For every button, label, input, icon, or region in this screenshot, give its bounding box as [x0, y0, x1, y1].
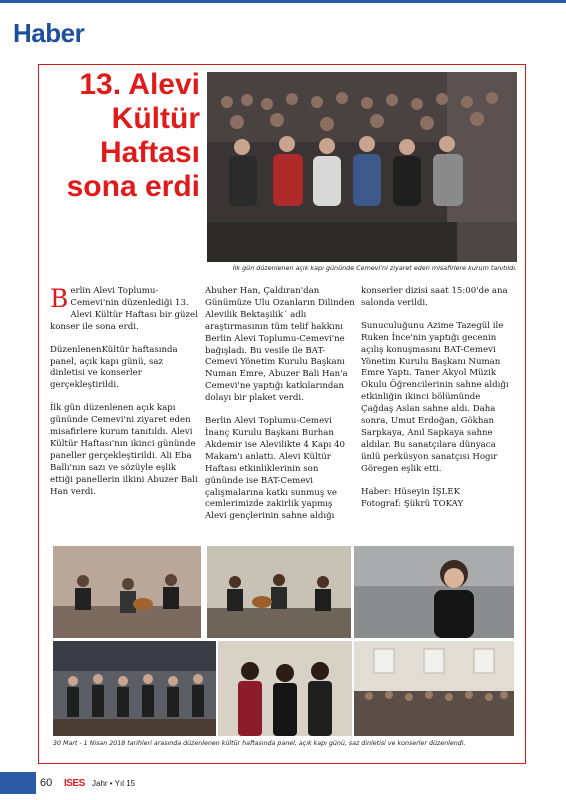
news-credit: Haber: Hüseyin İŞLEK	[361, 486, 461, 497]
paragraph	[50, 286, 200, 334]
three-women-photo	[218, 641, 352, 736]
publication-logo: ISES	[64, 778, 85, 789]
issue-label: Jahr • Yıl 15	[92, 779, 136, 788]
singer-photo	[354, 546, 514, 638]
headline	[60, 68, 200, 204]
hall-audience-photo	[354, 641, 514, 736]
article-column-3	[361, 286, 511, 510]
section-label: Haber	[13, 18, 85, 48]
saz-players-photo	[207, 546, 351, 638]
article-column-1	[50, 286, 200, 510]
drop-cap: B	[50, 284, 69, 313]
page-number: 60	[40, 777, 53, 789]
headline-line: 13. Alevi	[79, 68, 200, 101]
headline-line: Kültür	[111, 102, 200, 135]
article-column-2	[205, 286, 355, 534]
musicians-photo	[53, 546, 201, 638]
paragraph: İlk gün düzenlenen açık kapı gününde Cemevi'ni ziyaret eden misafirlere kurum tanıtıldı. Alevi Kültür Haftası'nın ikinci gününde paneller gerçekleştirildi. Ali Eba Ballı'nın sazı ve sözüyle eşlik ettiği panellerin ilkini Abuzer Bali Han verdi.	[50, 403, 198, 497]
photo-credit: Fotograf: Şükrü TOKAY	[361, 498, 464, 509]
headline-line: sona erdi	[66, 170, 200, 203]
audience-photo	[207, 72, 517, 262]
top-rule	[0, 0, 566, 3]
top-photo-caption: İlk gün düzenlenen açık kapı gününde Cemevi'ni ziyaret eden misafirlere kurum tanıtıldı.	[232, 264, 517, 272]
footer-accent-bar	[0, 772, 36, 794]
stage-group-photo	[53, 641, 216, 736]
bottom-photo-caption: 30 Mart - 1 Nisan 2018 tarihleri arasında düzenlenen kültür haftasında panel, açık kapı günü, saz dinletisi ve konserler düzenlendi.	[53, 740, 466, 747]
paragraph-text: erlin Alevi Toplumu-Cemevi'nin düzenlediği 13. Alevi Kültür Haftası bir güzel konser ile sona erdi.	[50, 286, 198, 332]
headline-line: Haftası	[99, 136, 200, 169]
paragraph: DüzenlenenKültür haftasında panel, açık kapı günü, saz dinletisi ve konserler gerçekleştirildi.	[50, 344, 178, 391]
paragraph: Sunuculuğunu Azime Tazegül ile Ruken İnce'nin yaptığı gecenin açılış konuşmasını BAT-Cemevi Yönetim Kurulu Başkanı Numan Emre Yaptı. Taner Akyol Müzik Okulu Öğrencilerinin sahne aldığı etkinliğin ikinci bölümünde Çağdaş Aslan sahne aldı. Daha sonra, Umut Erdoğan, Gökhan Sarpkaya, Anıl Sapkaya sahne aldılar. Bu sanatçılara dünyaca ünlü perküsyon sanatçısı Hogır Göregen eşlik etti.	[361, 320, 509, 474]
paragraph: Abuher Han, Çaldıran'dan Günümüze Ulu Ozanların Dilinden Alevilik Bektaşilik´ adlı araştırmasının tüm telif hakkını Berlin Alevi Toplumu-Cemevi'ne bağışladı. Bu vesile ile BAT-Cemevi Yönetim Kurulu Başkanı Numan Emre, Abuzer Bali Han'a Cemevi'ne yaptığı katkılarından dolayı bir plaket verdi.	[205, 286, 355, 404]
paragraph: Berlin Alevi Toplumu-Cemevi İnanç Kurulu Başkanı Burhan Akdemir ise Alevilikte 4 Kapı 40 Makam'ı anlattı. Alevi Kültür Haftası etkinliklerinin son gününde ise BAT-Cemevi çalışmalarına katkı sunmuş ve cemlerimizde zakirlik yapmış Alevi gençlerinin sahne aldığı	[205, 416, 345, 522]
paragraph: konserler dizisi saat 15:00'de ana salonda verildi.	[361, 286, 508, 308]
